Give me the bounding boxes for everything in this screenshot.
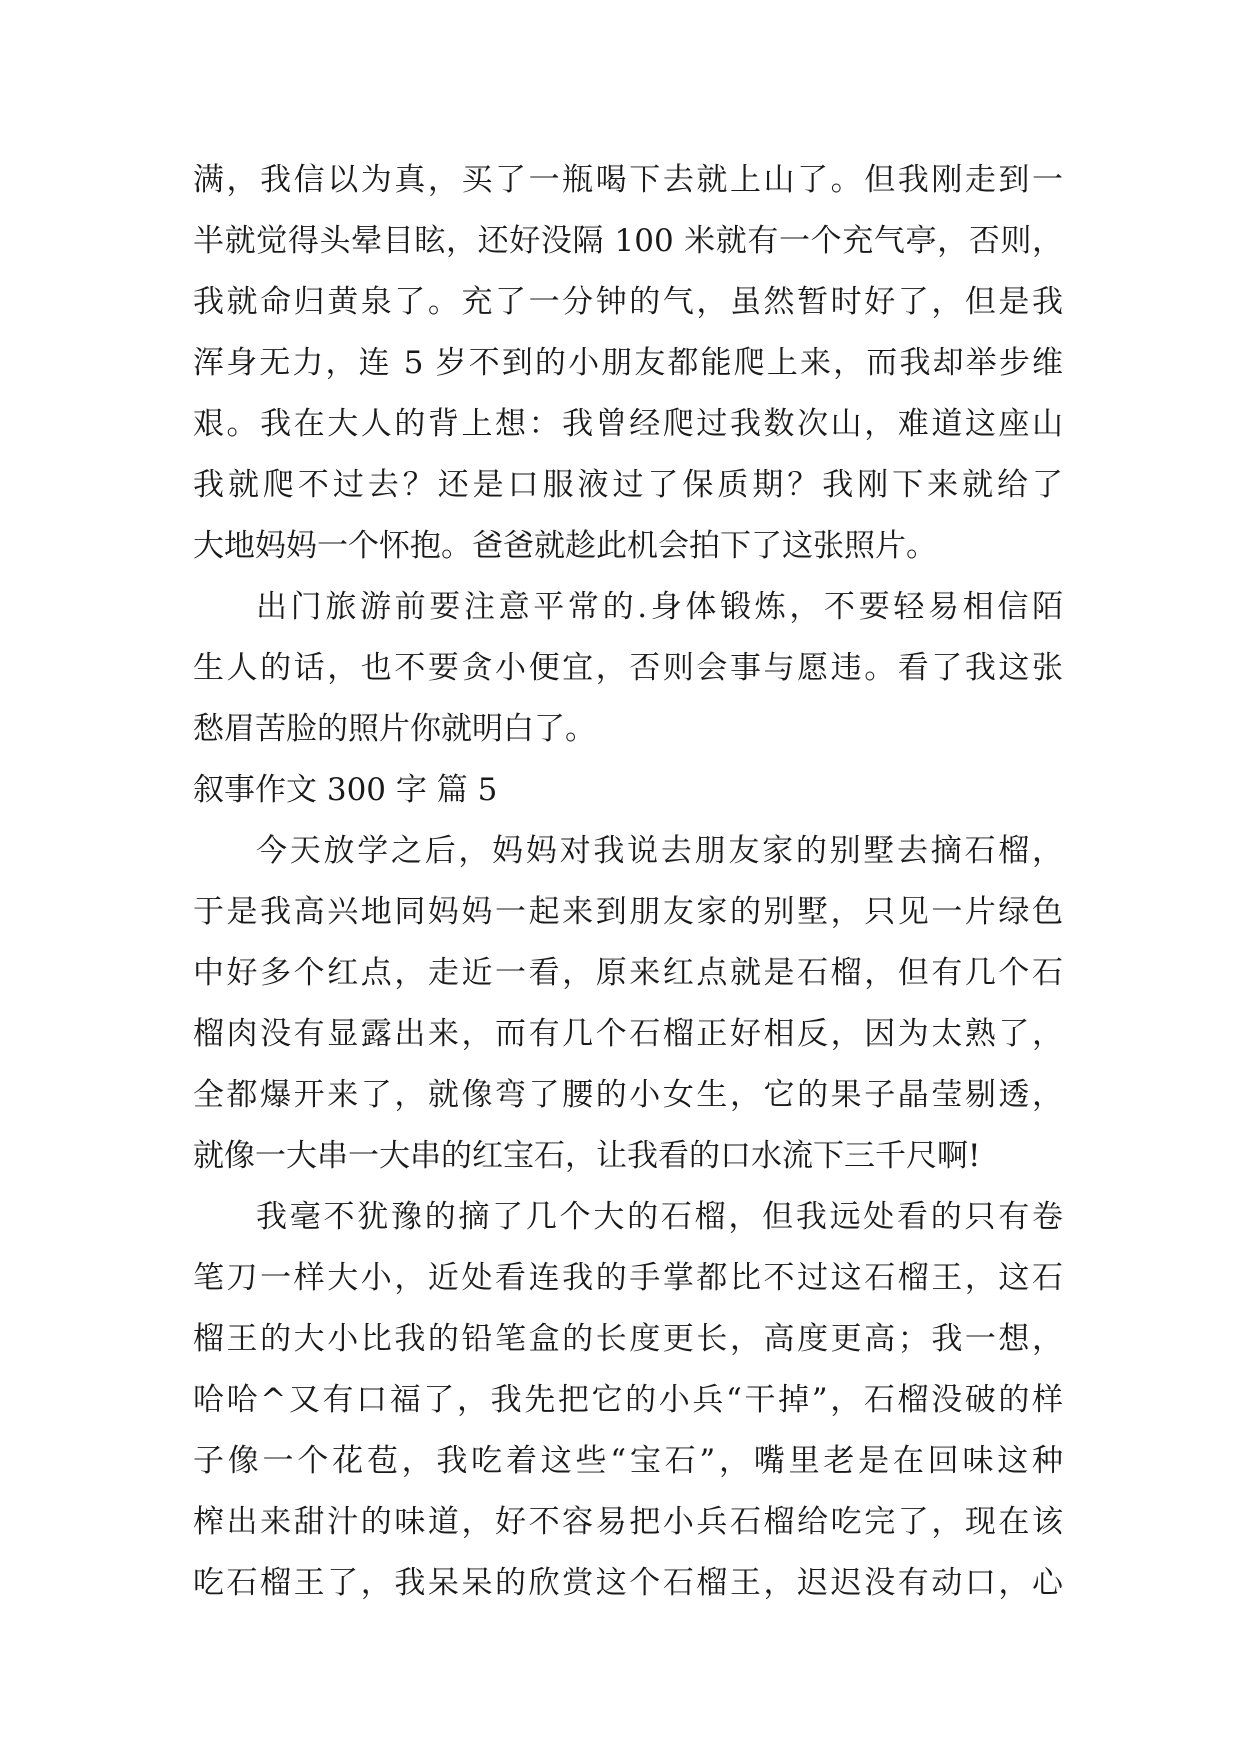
text-line: 笔刀一样大小，近处看连我的手掌都比不过这石榴王，这石 xyxy=(193,1260,1063,1296)
paragraph-first-line: 我毫不犹豫的摘了几个大的石榴，但我远处看的只有卷 xyxy=(256,1199,1063,1235)
text-line: 满，我信以为真，买了一瓶喝下去就上山了。但我刚走到一 xyxy=(193,162,1063,198)
text-line: 榨出来甜汁的味道，好不容易把小兵石榴给吃完了，现在该 xyxy=(193,1504,1063,1540)
text-line: 榴肉没有显露出来，而有几个石榴正好相反，因为太熟了， xyxy=(193,1016,1063,1052)
paragraph-first-line: 出门旅游前要注意平常的.身体锻炼，不要轻易相信陌 xyxy=(256,589,1063,625)
document-body xyxy=(193,150,1063,1614)
text-line: 半就觉得头晕目眩，还好没隔 100 米就有一个充气亭，否则， xyxy=(193,223,1063,259)
text-line: 我就爬不过去？还是口服液过了保质期？我刚下来就给了 xyxy=(193,467,1063,503)
text-line: 浑身无力，连 5 岁不到的小朋友都能爬上来，而我却举步维 xyxy=(193,345,1063,381)
paragraph-first-line: 今天放学之后，妈妈对我说去朋友家的别墅去摘石榴， xyxy=(256,833,1063,869)
text-line: 于是我高兴地同妈妈一起来到朋友家的别墅，只见一片绿色 xyxy=(193,894,1063,930)
text-line: 中好多个红点，走近一看，原来红点就是石榴，但有几个石 xyxy=(193,955,1063,991)
text-line: 全都爆开来了，就像弯了腰的小女生，它的果子晶莹剔透， xyxy=(193,1077,1063,1113)
text-line: 哈哈^又有口福了，我先把它的小兵“干掉”，石榴没破的样 xyxy=(193,1382,1063,1418)
text-line: 大地妈妈一个怀抱。爸爸就趁此机会拍下了这张照片。 xyxy=(193,528,937,564)
text-line: 艰。我在大人的背上想：我曾经爬过我数次山，难道这座山 xyxy=(193,406,1063,442)
section-heading: 叙事作文 300 字 篇 5 xyxy=(193,772,498,808)
text-line: 子像一个花苞，我吃着这些“宝石”，嘴里老是在回味这种 xyxy=(193,1443,1063,1479)
text-line: 榴王的大小比我的铅笔盒的长度更长，高度更高；我一想， xyxy=(193,1321,1063,1357)
text-line: 生人的话，也不要贪小便宜，否则会事与愿违。看了我这张 xyxy=(193,650,1063,686)
text-line: 愁眉苦脸的照片你就明白了。 xyxy=(193,711,596,747)
text-line: 就像一大串一大串的红宝石，让我看的口水流下三千尺啊! xyxy=(193,1138,981,1174)
text-line: 吃石榴王了，我呆呆的欣赏这个石榴王，迟迟没有动口，心 xyxy=(193,1565,1063,1601)
text-line: 我就命归黄泉了。充了一分钟的气，虽然暂时好了，但是我 xyxy=(193,284,1063,320)
